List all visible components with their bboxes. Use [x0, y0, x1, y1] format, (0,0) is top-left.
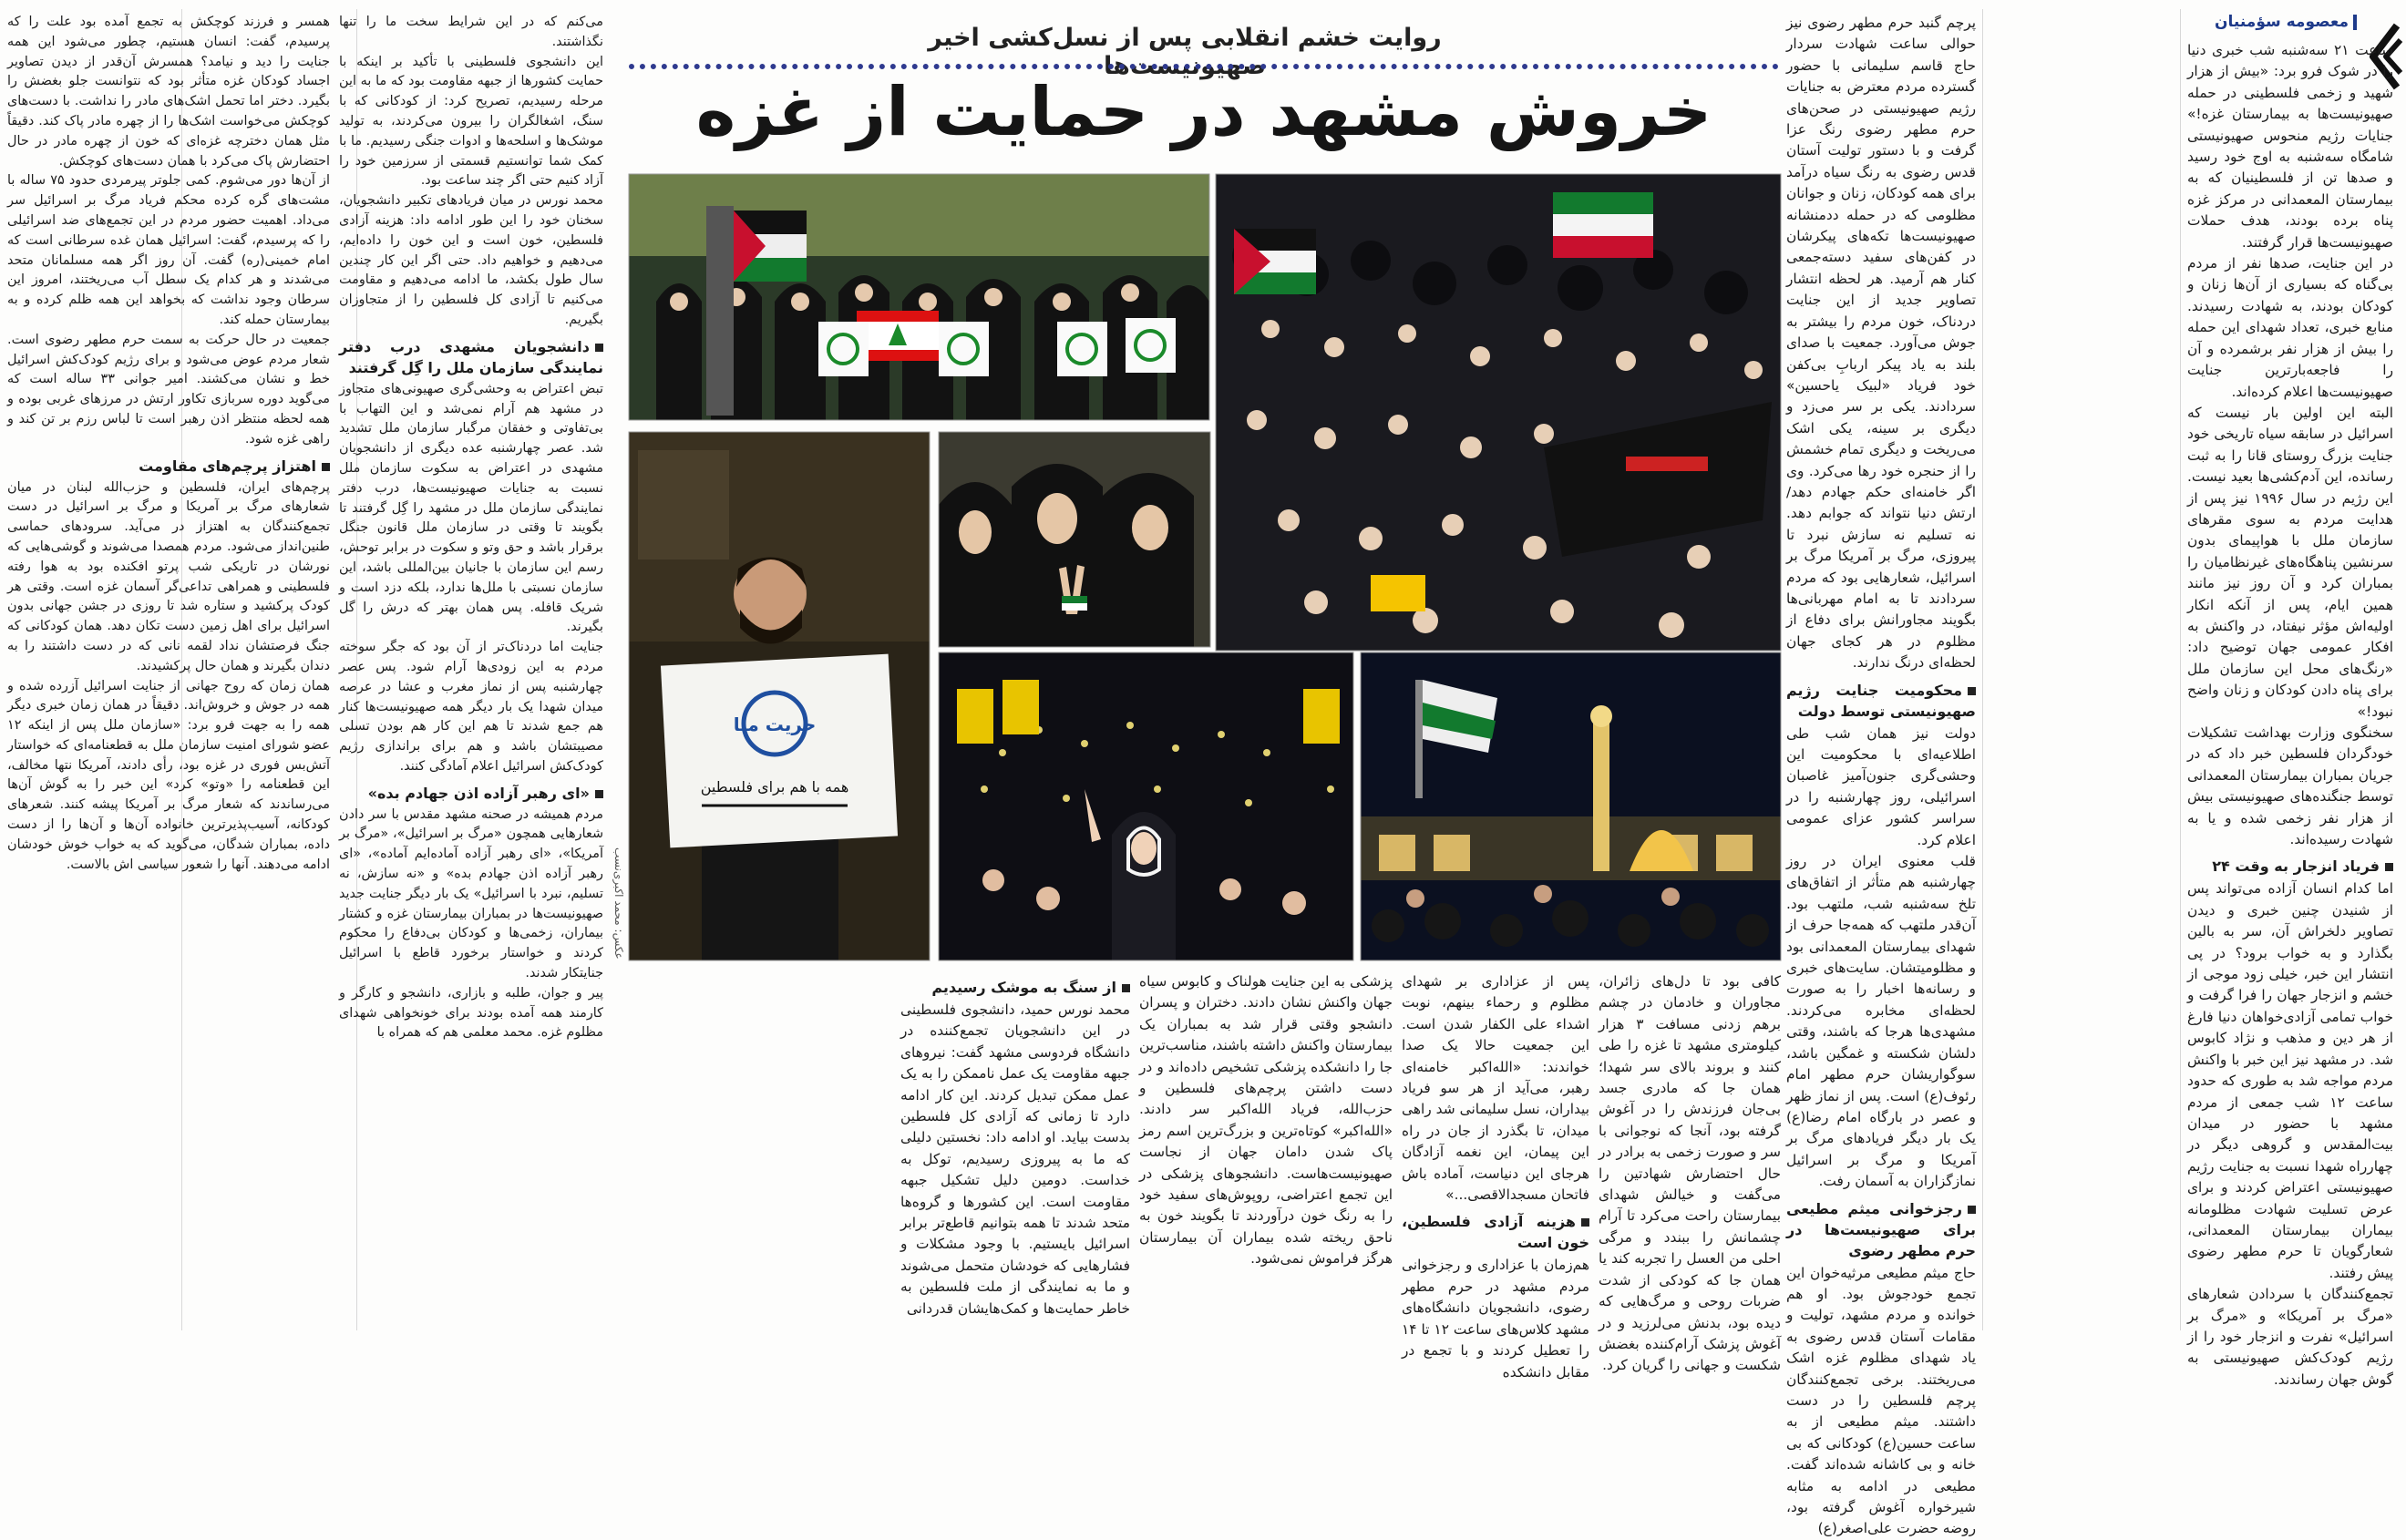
headline: خروش مشهد در حمایت از غزه	[695, 73, 1712, 151]
paragraph: سخنگوی وزارت بهداشت تشکیلات خودگردان فلسطین خبر داد که در جریان بمباران بیمارستان المعمدانی توسط جنگنده‌های صهیونیستی بیش از هزار نفر زخمی شده و یا به شهادت رسیده‌اند.	[2187, 724, 2393, 848]
paragraph: محمد نورس در میان فریادهای تکبیر دانشجویان، سخنان خود را این طور ادامه داد: هزینه آزادی فلسطین، خون است و این خون را داده‌ایم، می‌دهیم و خواهیم داد. حتی اگر این کار چندین سال طول بکشد، ما ادامه می‌دهیم و مقاومت می‌کنیم تا آزادی کل فلسطین را از متجاوزان بگیریم.	[339, 193, 603, 327]
paragraph: پرچم‌های ایران، فلسطین و حزب‌الله لبنان در میان شعارهای مرگ بر آمریکا و مرگ بر اسرائیل در دست تجمع‌کنندگان به اهتزاز در می‌آید. سرودهای حماسی طنین‌انداز می‌شود. مردم همصدا می‌شوند و گوشی‌هایی که نورشان در تاریکی شب پرتو افکنده بود به هوا رفته فلسطینی و همراهی تداعی‌گر آسمان غزه است. وقتی هر کودک پرکشید و ستاره شد تا روزی در جشن جهانی بدون اسرائیل برای اهل زمین دست تکان دهد. همان کودکانی که جنگ فرصتشان نداد لقمه نانی که در دست داشتند را به دندان بگیرند و همان حال پرکشیدند.	[7, 479, 330, 673]
bullet-square-icon	[1581, 1218, 1589, 1227]
paragraph: از آن‌ها دور می‌شوم. کمی جلوتر پیرمردی حدود ۷۵ ساله با مشت‌های گره کرده محکم فریاد مرگ بر اسرائیل سر می‌داد. اهمیت حضور مردم در این تجمع‌های ضد اسرائیلی را که پرسیدم، گفت: اسرائیل همان غده سرطانی است که امام خمینی(ره) گفت. آن روز اگر همه مسلمانان متحد می‌شدند و هر کدام یک سطل آب می‌ریختند، امروز این سرطان وجود نداشت که بخواهد این همه ظلم کرده و به بیمارستان حمله کند.	[7, 173, 330, 327]
column-rule	[1982, 9, 1983, 1330]
author-name: معصومه سؤمنیان	[2215, 13, 2349, 31]
placard-subtext: همه با هم برای فلسطین	[700, 778, 849, 796]
subheading: «ای رهبر آزاده اذن جهادم بده»	[339, 783, 603, 804]
photo-women-placards	[629, 174, 1209, 420]
article-column-7	[339, 13, 603, 1330]
column-rule	[2180, 9, 2181, 1330]
bullet-square-icon	[1968, 687, 1976, 695]
paragraph: تبض اعتراض به وحشی‌گری صهیونی‌های متجاوز در مشهد هم آرام نمی‌شد و این التهاب با بی‌تفاوتی و خفقان مرگبار سازمان ملل تشدید شد. عصر چهارشنبه عده دیگری از دانشجویان مشهدی در اعتراض به سکوت سازمان ملل نسبت به جنایات صهیونیست‌ها، درب دفتر نمایندگی سازمان ملل در مشهد را گِل گرفتند تا بگویند تا وقتی در سازمان ملل قانون جنگل برقرار باشد و حق وتو و سکوت در برابر توحش، رسم این سازمان با جانیان بین‌المللی باشد، این سازمان نسبتی با ملل‌ها ندارد، بلکه دزد است و شریک قافله. پس همان بهتر که درش را گل بگیرند.	[339, 381, 603, 635]
bullet-square-icon	[2385, 863, 2393, 871]
paragraph: تجمع‌کنندگان با سردادن شعارهای «مرگ بر آمریکا» و «مرگ بر اسرائیل» نفرت و انزجار خود را از رژیم کودک‌کش صهیونیستی به گوش جهان رساندند.	[2187, 1286, 2393, 1388]
article-column-6	[900, 971, 1130, 1330]
supertitle: روایت خشم انقلابی پس از نسل‌کشی اخیر صهیونیست‌ها	[928, 24, 1442, 80]
subheading: محکومیت جنایت رژیم صهیونیستی توسط دولت	[1786, 681, 1976, 720]
subheading: از سنگ به موشک رسیدیم	[900, 977, 1130, 998]
paragraph: در این جنایت، صدها نفر از مردم بی‌گناه که بسیاری از آن‌ها زنان و کودکان بودند، به شهادت رسیدند. منابع خبری، تعداد شهدای این حمله را بیش از هزار نفر برشمرده و آن را فاجعه‌بارترین جنایت صهیونیست‌ها اعلام کرده‌اند.	[2187, 255, 2393, 400]
paragraph: اما کدام انسان آزاده می‌تواند پس از شنیدن چنین خبری و دیدن تصاویر دلخراش آن، سر به بالین بگذارد و به خواب برود؟ در پی انتشار این خبر، خیلی زود موجی از خشم و انزجار جهان را فرا گرفت و خواب تمامی آزادی‌خواهان دنیا فارغ از هر دین و مذهب و نژاد کابوس شد. در مشهد نیز این خبر با واکنش مردم مواجه شد به طوری که حدود ساعت ۱۲ شب جمعی از مردم مشهد با حضور در میدان بیت‌المقدس و گروهی دیگر در چهارراه شهدا نسبت به جنایت رژیم صهیونیستی اعتراض کردند و برای عرض تسلیت شهادت مظلومانه بیماران بیمارستان المعمدانی، شعارگویان تا حرم مطهر رضوی پیش رفتند.	[2187, 880, 2393, 1281]
paragraph: این دانشجوی فلسطینی با تأکید بر اینکه با حمایت کشورها از جبهه مقاومت بود که ما به این مرحله رسیدیم، تصریح کرد: از کودکانی که با سنگ، اشغالگران را بیرون می‌کردند، به تولید موشک‌ها و اسلحه‌ها و ادوات جنگی رسیدیم. ما با کمک شما توانستیم قسمتی از سرزمین خود را آزاد کنیم حتی اگر چند ساعت بود.	[339, 54, 603, 189]
paragraph: پیر و جوان، طلبه و بازاری، دانشجو و کارگر و کارمند همه آمده بودند برای خونخواهی شهدای مظلوم غزه. محمد معلمی هم که همراه با	[339, 985, 603, 1041]
paragraph: ساعت ۲۱ سه‌شنبه شب خبری دنیا را در شوک فرو برد: «بیش از هزار شهید و زخمی فلسطینی در حمله صهیونیست‌ها به بیمارستان غزه!» جنایات رژیم منحوس صهیونیستی شامگاه سه‌شنبه به اوج خود رسید و صدها تن از فلسطینیان که به بیمارستان المعمدانی در مرکز غزه پناه برده بودند، هدف حملات صهیونیست‌ها قرار گرفتند.	[2187, 42, 2394, 251]
article-column-5	[1139, 971, 1393, 1330]
bullet-square-icon	[1122, 984, 1130, 992]
author-byline	[2215, 13, 2357, 31]
bullet-square-icon	[595, 344, 603, 352]
paragraph: کافی بود تا دل‌های زائران، مجاوران و خادمان در چشم برهم زدنی مسافت ۳ هزار کیلومتری مشهد تا غزه را طی کنند و بروند بالای سر شهدا؛ همان جا که مادری جسد بی‌جان فرزندش را در آغوش گرفته بود، آنجا که نوجوانی با سر و صورت زخمی به برادر در حال احتضارش شهادتین را می‌گفت و خیالش شهدای بیمارستان راحت می‌کرد تا آرام چشمانش را ببندد و مرگی احلی من العسل را تجربه کند یا همان جا که کودکی از شدت ضربات روحی و مرگ‌هایی که دیده بود، بدنش می‌لرزید و در آغوش پزشک آرام‌کننده بغضش شکست و جهانی را گریان کرد.	[1599, 973, 1781, 1374]
photo-night-crowd-child	[939, 652, 1353, 960]
article-column-3	[1599, 971, 1781, 1374]
subheading: رجزخوانی میثم مطیعی برای صهیونیست‌ها در حرم مطهر رضوی	[1786, 1199, 1976, 1259]
photo-man-placard	[629, 432, 930, 960]
paragraph: دولت نیز همان شب طی اطلاعیه‌ای با محکومیت این وحشی‌گری جنون‌آمیز غاصبان اسرائیلی، روز چهارشنبه را در سراسر کشور عزای عمومی اعلام کرد.	[1786, 724, 1976, 848]
bullet-square-icon	[322, 463, 330, 471]
paragraph: قلب معنوی ایران در روز چهارشنبه هم متأثر از اتفاق‌های تلخ سه‌شنبه شب، ملتهب بود. آن‌قدر ملتهب که همه‌جا حرف از شهدای بیمارستان المعمدانی بود و مظلومیتشان. سایت‌های خبری و رسانه‌ها اخبار را به صورت لحظه‌ای مخابره می‌کردند. مشهدی‌ها هرجا که باشند، وقتی دلشان شکسته و غمگین باشد، سوگواریشان حرم مطهر امام رئوف(ع) است. پس از نماز ظهر و عصر در بارگاه امام رضا(ع) یک بار دیگر فریادهای مرگ بر آمریکا و مرگ بر اسرائیل نمازگزاران به آسمان رفت.	[1786, 853, 1976, 1190]
paragraph: همسر و فرزند کوچکش به تجمع آمده بود علت را که پرسیدم، گفت: انسان هستیم، چطور می‌شود این همه جنایت را دید و نیامد؟ همسرش آن‌قدر از دیدن تصاویر اجساد کودکان غزه متأثر بود که نتوانست جلو بغضش را بگیرد. دختر اما تحمل اشک‌های مادر را نداشت. با دست‌های کوچکش می‌خواست اشک‌ها را از چهره مادر پاک کند. دقیقاً مثل همان دخترچه غزه‌ای که خون از چهره مادر در حال احتضارش پاک می‌کرد با همان دست‌های کوچکش.	[7, 15, 330, 169]
paragraph: جمعیت در حال حرکت به سمت حرم مطهر رضوی است. شعار مردم عوض می‌شود و برای رژیم کودک‌کش اسرائیل خط و نشان می‌کشند. امیر جوانی ۳۳ ساله است که می‌گوید دوره سربازی تکاور ارتش در مرزهای غربی بوده و همه لحظه منتظر اذن رهبر است تا لباس رزم بر تن کند و راهی غزه شود.	[7, 332, 330, 447]
article-column-2	[1786, 13, 1976, 1537]
article-column-4	[1402, 971, 1589, 1381]
photo-crowd-flags	[1216, 174, 1781, 651]
paragraph: مردم همیشه در صحنه مشهد مقدس با سر دادن شعارهایی همچون «مرگ بر اسرائیل»، «مرگ بر آمریکا»، «ای رهبر آزاده آماده‌ایم آماده»، «ای رهبر آزاده اذن جهادم بده» و «نه سازش، نه تسلیم، نبرد با اسرائیل» یک بار دیگر جنایت جدید صهیونیست‌ها در بمباران بیمارستان غزه و کشتار بیماران، زخمی‌ها و کودکان بی‌دفاع را محکوم کردند و خواستار برخورد قاطع با اسرائیل جنایتکار شدند.	[339, 806, 603, 981]
article-column-1	[2187, 40, 2394, 1388]
paragraph: پزشکی به این جنایت هولناک و کابوس سیاه جهان واکنش نشان دادند. دختران و پسران دانشجو وقتی قرار شد به بمباران یک بیمارستان واکنش داشته باشند، مناسب‌ترین جا را دانشکده پزشکی تشخیص داده‌اند و در دست داشتن پرچم‌های فلسطین و حزب‌الله، فریاد الله‌اکبر سر دادند. «الله‌اکبر» کوتاه‌ترین و بزرگ‌ترین اسم رمز پاک شدن دامان جهان از نجاست صهیونیست‌هاست. دانشجوهای پزشکی در این تجمع اعتراضی، روپوش‌های سفید خود را به رنگ خون درآوردند تا بگویند خون به ناحق ریخته شده بیماران آن بیمارستان هرگز فراموش نمی‌شود.	[1139, 973, 1393, 1268]
paragraph: همان زمان که روح جهانی از جنایت اسرائیل آزرده شده و همه در جوش و خروش‌اند. دقیقاً در همان زمان خبری دیگر همه را به جهت فرو برد: «سازمان ملل پس از اینکه ۱۲ عضو شورای امنیت سازمان ملل به قطعنامه‌ای که خواستار آتش‌بس فوری در غزه بود، رأی دادند، آمریکا نتها مخالف، این قطعنامه را «وتو» کرد» این خبر را به گوش آن‌ها می‌رساندند که شعار مرگ بر آمریکا پیشه کنند. شعرهای کودکانه، آسیب‌پذیرترین خانواده آن‌ها و آن‌ها را از دست داده، بمباران شدگان، می‌گوید که به خواب خوش خودشان ادامه می‌دهند. آنها را شعور سیاسی اش بالاست.	[7, 678, 330, 872]
author-bar	[2353, 15, 2357, 30]
bullet-square-icon	[1968, 1206, 1976, 1214]
article-column-8	[7, 13, 330, 1330]
bullet-square-icon	[595, 790, 603, 798]
photo-victory-sign	[939, 432, 1210, 647]
paragraph: البته این اولین بار نیست که اسرائیل در سابقه سیاه تاریخی خود جنایت بزرگ روستای قانا را به ثبت رسانده، این آدم‌کشی‌ها بعید نیست. این رژیم در سال ۱۹۹۶ نیز پس از هدایت مردم به سوی مقرهای سازمان ملل با هواپیمای بدون سرنشین پناهگاه‌های غیرنظامیان را بمباران کرد و آن روز نیز مانند همین ایام، پس از آنکه انکار اولیه‌اش مؤثر نیفتاد، در واکنش به افکار عمومی جهان توضیح داد: «رنگ‌های محل این سازمان ملل برای پناه دادن کودکان و زنان واضح نبود!»	[2187, 404, 2393, 720]
subheading: اهتزاز پرچم‌های مقاومت	[7, 456, 330, 477]
paragraph: جنایت اما دردناک‌تر از آن بود که جگر سوخته مردم به این زودی‌ها آرام شود. پس عصر چهارشنبه پس از نماز مغرب و عشا در عرصه میدان شهدا یک بار دیگر همه صهیونیست‌ها کنار هم جمع شدند تا هم این کار هم بودن تسلی مصیبتشان باشد و هم برای براندازی رژیم کودک‌کش اسرائیل اعلام آمادگی کنند.	[339, 640, 603, 774]
photo-credit: عکس: محمد اکبری‌نسب	[612, 847, 625, 960]
subheading: فریاد انزجار به وقت ۲۴	[2187, 856, 2393, 877]
photo-shrine-night	[1361, 652, 1781, 960]
paragraph: حاج میثم مطیعی مرثیه‌خوان این تجمع خودجوش بود. او هم خوانده و مردم مشهد، تولیت و مقامات آستان قدس رضوی به یاد شهدای مظلوم غزه اشک می‌ریختند. برخی تجمع‌کنندگان پرچم فلسطین را در دست داشتند. میثم مطیعی از به ساعت حسین(ع) کودکانی که بی خانه و بی کاشانه شده‌اند گفت. مطیعی در ادامه به مثابه شیرخواره آغوش گرفته بود، روضه حضرت علی‌اصغر(ع)	[1786, 1264, 1976, 1537]
paragraph: پرچم گنبد حرم مطهر رضوی نیز حوالی ساعت شهادت سردار حاج قاسم سلیمانی با حضور گسترده مردم معترض به جنایات رژیم صهیونیستی در صحن‌های حرم مطهر رضوی رنگ عزا گرفت و با دستور تولیت آستان قدس رضوی به رنگ سیاه درآمد برای همه کودکان، زنان و جوانان مظلومی که در حمله دد‌منشانه صهیونیست‌ها تکه‌های پیکرشان در کفن‌های سفید دسته‌جمعی کنار هم آرمید. هر لحظه انتشار تصاویر جدید از این جنایت دردناک، خون مردم را بیشتر به جوش می‌آورد. جمعیت با صدای بلند به یاد پیکر اربابِ بی‌کفن خود فریاد «لبیک یاحسین» سردادند. یکی بر سر می‌زد و دیگری بر سینه، یکی اشک می‌ریخت و دیگری تمام خشمش را از حنجره خود رها می‌کرد. وی اگر خامنه‌ای حکم جهادم دهد/ ارتش دنیا نتواند که جوابم دهد. نه تسلیم نه سازش نبرد تا پیروزی، مرگ بر آمریکا مرگ بر اسرائیل، شعارهایی بود که مردم سردادند تا به امام مهربانی‌ها بگویند مجاورانش برای دفاع از مظلوم در هر کجای جهان لحظه‌ای درنگ ندارند.	[1786, 15, 1976, 672]
paragraph: پس از عزاداری بر شهدای مظلوم و رحماء بینهم، نوبت اشداء علی الکفار شدن است. این جمعیت حالا یک صدا خواندند: «الله‌اکبر خامنه‌ای رهبر، می‌آید از هر سو فریاد بیداران، نسل سلیمانی شد راهی میدان، تا بگذرد از جان در راه این پیمان، این نغمه آزادگان هرجای این دنیاست، آماده باش فاتحان مسجدالاقصی...»	[1402, 973, 1589, 1204]
subheading: دانشجویان مشهدی درب دفتر نمایندگی سازمان ملل را گِل گرفتند	[339, 337, 603, 376]
paragraph: محمد نورس حمید، دانشجوی فلسطینی در این دانشجویان تجمع‌کننده در دانشگاه فردوسی مشهد گفت: نیروهای جبهه مقاومت یک عمل ناممکن را به یک عمل ممکن تبدیل کردند. این کار ادامه دارد تا زمانی که آزادی کل فلسطین بدست بیاید. او ادامه داد: نخستین دلیلی که ما به پیروزی رسیدیم، توکل به خداست. دومین دلیل تشکیل جبهه مقاومت است. این کشورها و گروه‌ها متحد شدند تا همه بتوانیم قاطع‌تر برابر اسرائیل بایستیم. با وجود مشکلات و فشارهایی که خودشان متحمل می‌شوند و ما به نمایندگی از ملت فلسطین به خاطر حمایت‌ها و کمک‌هایشان قدردانی	[900, 1001, 1130, 1317]
dotted-divider	[629, 64, 1779, 69]
placard-text: حریت منا	[733, 714, 817, 735]
subheading: هزینه آزادی فلسطین، خون است	[1402, 1213, 1589, 1252]
paragraph: هم‌زمان با عزاداری و رجزخوانی مردم مشهد در حرم مطهر رضوی، دانشجویان دانشگاه‌های مشهد کلاس‌های ساعت ۱۲ تا ۱۴ را تعطیل کردند و با تجمع در مقابل دانشکده	[1402, 1257, 1589, 1381]
paragraph: می‌کنم که در این شرایط سخت ما را تنها نگذاشتند.	[339, 15, 603, 49]
